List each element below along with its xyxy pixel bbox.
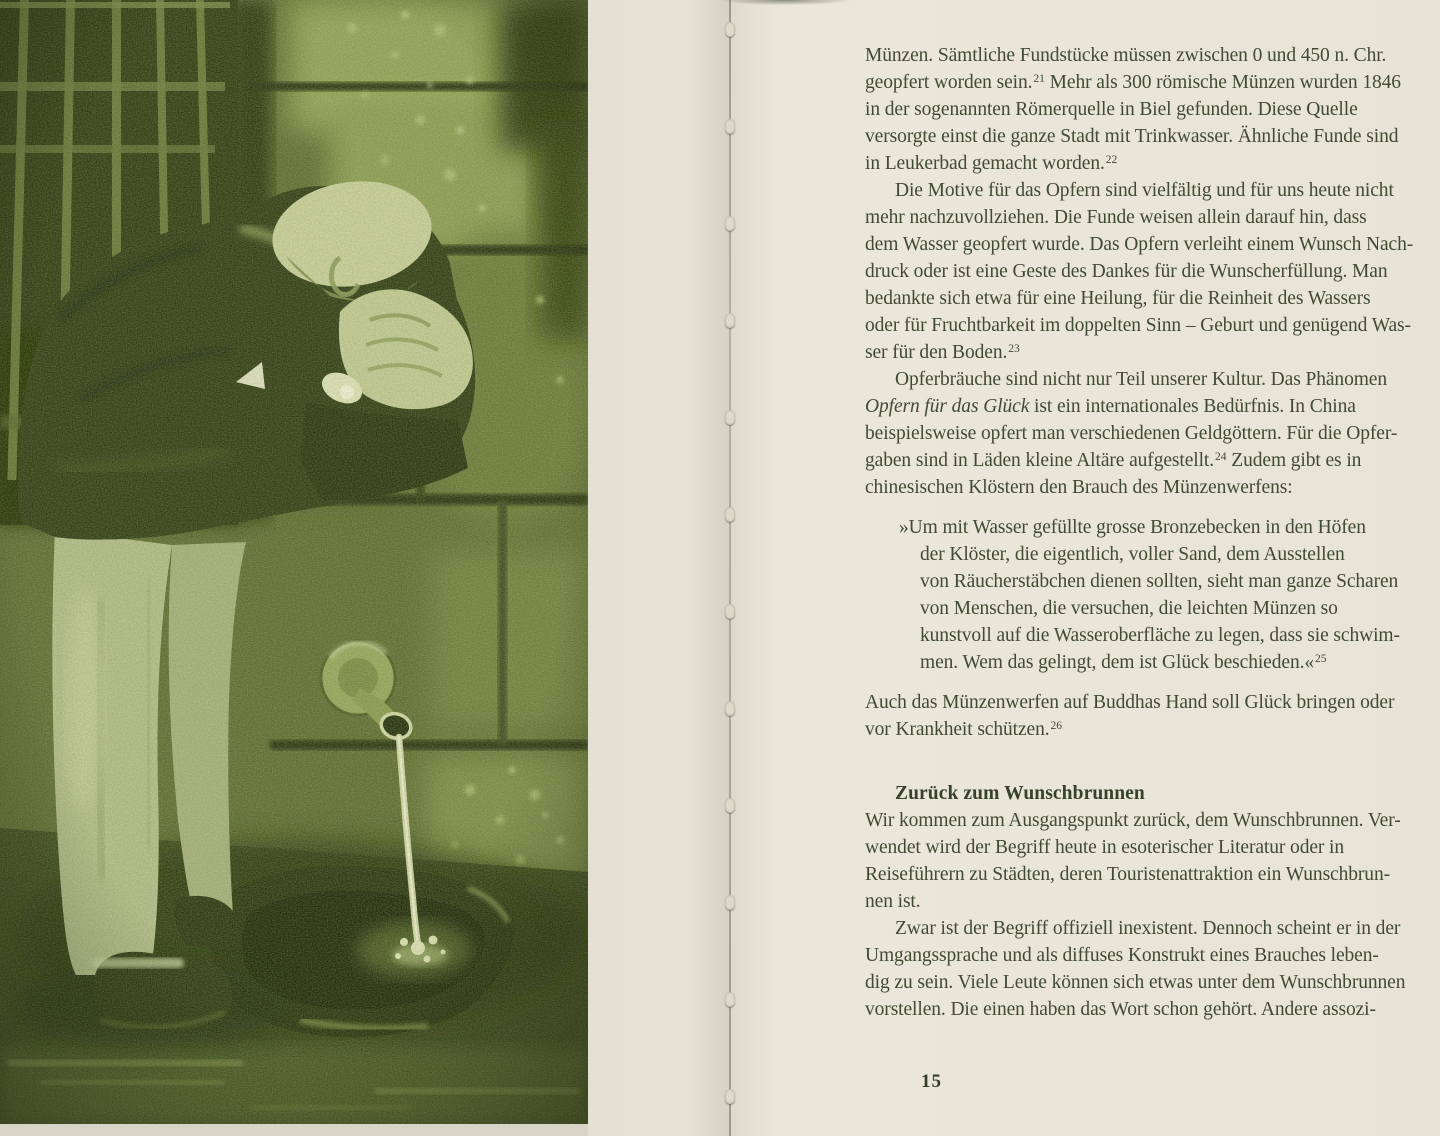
block-quote [865, 514, 1425, 676]
text-line: vorstellen. Die einen haben das Wort schon gehört. Andere assozi- [865, 999, 1376, 1020]
text-line: geopfert worden sein.$^{21}$ Mehr als 300 römische Münzen wurden 1846 [865, 72, 1401, 93]
text-line: druck oder ist eine Geste des Dankes für die Wunscherfüllung. Man [865, 261, 1388, 282]
binding-stitch [725, 410, 735, 425]
fountain-photograph [0, 0, 588, 1124]
text-line: gaben sind in Läden kleine Altäre aufgestellt.$^{24}$ Zudem gibt es in [865, 450, 1362, 471]
left-page-bottom-edge [0, 1124, 588, 1136]
paragraph [865, 915, 1425, 1023]
text-line: beispielsweise opfert man verschiedenen Geldgöttern. Für die Opfer- [865, 423, 1398, 444]
text-line: in Leukerbad gemacht worden.$^{22}$ [865, 153, 1118, 174]
text-line: versorgte einst die ganze Stadt mit Trinkwasser. Ähnliche Funde sind [865, 126, 1399, 147]
text-line: Die Motive für das Opfern sind vielfältig und für uns heute nicht [895, 180, 1394, 201]
text-line: von Räucherstäbchen dienen sollten, sieht man ganze Scharen [920, 571, 1399, 592]
page-number: 15 [921, 1071, 942, 1092]
binding-stitch [725, 313, 735, 328]
text-line: vor Krankheit schützen.$^{26}$ [865, 719, 1063, 740]
text-line: Umgangssprache und als diffuses Konstrukt eines Brauches leben- [865, 945, 1379, 966]
text-line: Wir kommen zum Ausgangspunkt zurück, dem Wunschbrunnen. Ver- [865, 810, 1401, 831]
binding-stitch [725, 22, 735, 37]
text-line: dem Wasser geopfert wurde. Das Opfern verleiht einem Wunsch Nach- [865, 234, 1414, 255]
paragraph [865, 689, 1425, 743]
text-line: chinesischen Klöstern den Brauch des Münzenwerfens: [865, 477, 1293, 498]
gutter-shade [688, 0, 729, 1136]
binding-stitch [725, 119, 735, 134]
text-line: von Menschen, die versuchen, die leichten Münzen so [920, 598, 1338, 619]
paragraph [865, 807, 1425, 915]
footnote-reference: 23 [1008, 343, 1020, 355]
footnote-reference: 26 [1050, 720, 1063, 732]
gutter-shade [731, 0, 779, 1136]
text-line: Münzen. Sämtliche Fundstücke müssen zwischen 0 und 450 n. Chr. [865, 45, 1387, 66]
text-line: Zwar ist der Begriff offiziell inexistent. Dennoch scheint er in der [895, 918, 1401, 939]
section-heading: Zurück zum Wunschbrunnen [895, 783, 1145, 804]
text-line: »Um mit Wasser gefüllte grosse Bronzebecken in den Höfen [899, 517, 1366, 538]
text-line: dig zu sein. Viele Leute können sich etwas unter dem Wunschbrunnen [865, 972, 1406, 993]
paragraph [865, 177, 1425, 366]
binding-stitch [725, 507, 735, 522]
text-line: ser für den Boden.$^{23}$ [865, 342, 1020, 363]
text-line: kunstvoll auf die Wasseroberfläche zu legen, dass sie schwim- [920, 625, 1400, 646]
binding-seam [729, 0, 731, 1136]
italic-phrase: Opfern für das Glück [865, 396, 1030, 417]
text-line: oder für Fruchtbarkeit im doppelten Sinn – Geburt und genügend Was- [865, 315, 1411, 336]
text-line: Auch das Münzenwerfen auf Buddhas Hand soll Glück bringen oder [865, 692, 1395, 713]
text-line: in der sogenannten Römerquelle in Biel gefunden. Diese Quelle [865, 99, 1358, 120]
binding-stitch [725, 992, 735, 1007]
text-line: Opferbräuche sind nicht nur Teil unserer Kultur. Das Phänomen [895, 369, 1388, 390]
text-line: nen ist. [865, 891, 921, 912]
text-line: mehr nachzuvollziehen. Die Funde weisen allein darauf hin, dass [865, 207, 1367, 228]
text-line: Reiseführern zu Städten, deren Touristenattraktion ein Wunschbrun- [865, 864, 1391, 885]
footnote-reference: 25 [1315, 653, 1327, 665]
text-column [865, 42, 1425, 1023]
footnote-reference: 22 [1105, 154, 1118, 166]
binding-stitch [725, 895, 735, 910]
paragraph [865, 42, 1425, 177]
binding-stitch [725, 1089, 735, 1104]
gutter-top-shadow [700, 0, 870, 8]
text-line: wendet wird der Begriff heute in esoterischer Literatur oder in [865, 837, 1345, 858]
footnote-reference: 21 [1033, 73, 1045, 85]
binding-stitch [725, 216, 735, 231]
text-line: der Klöster, die eigentlich, voller Sand, dem Ausstellen [920, 544, 1345, 565]
left-page [0, 0, 588, 1124]
binding-stitch [725, 701, 735, 716]
paragraph [865, 366, 1425, 501]
footnote-reference: 24 [1215, 451, 1227, 463]
binding-stitch [725, 798, 735, 813]
text-line: men. Wem das gelingt, dem ist Glück beschieden.«$^{25}$ [920, 652, 1327, 673]
text-line: bedankte sich etwa für eine Heilung, für die Reinheit des Wassers [865, 288, 1371, 309]
binding-stitch [725, 604, 735, 619]
text-line: Opfern für das Glück ist ein internationales Bedürfnis. In China [865, 396, 1356, 417]
